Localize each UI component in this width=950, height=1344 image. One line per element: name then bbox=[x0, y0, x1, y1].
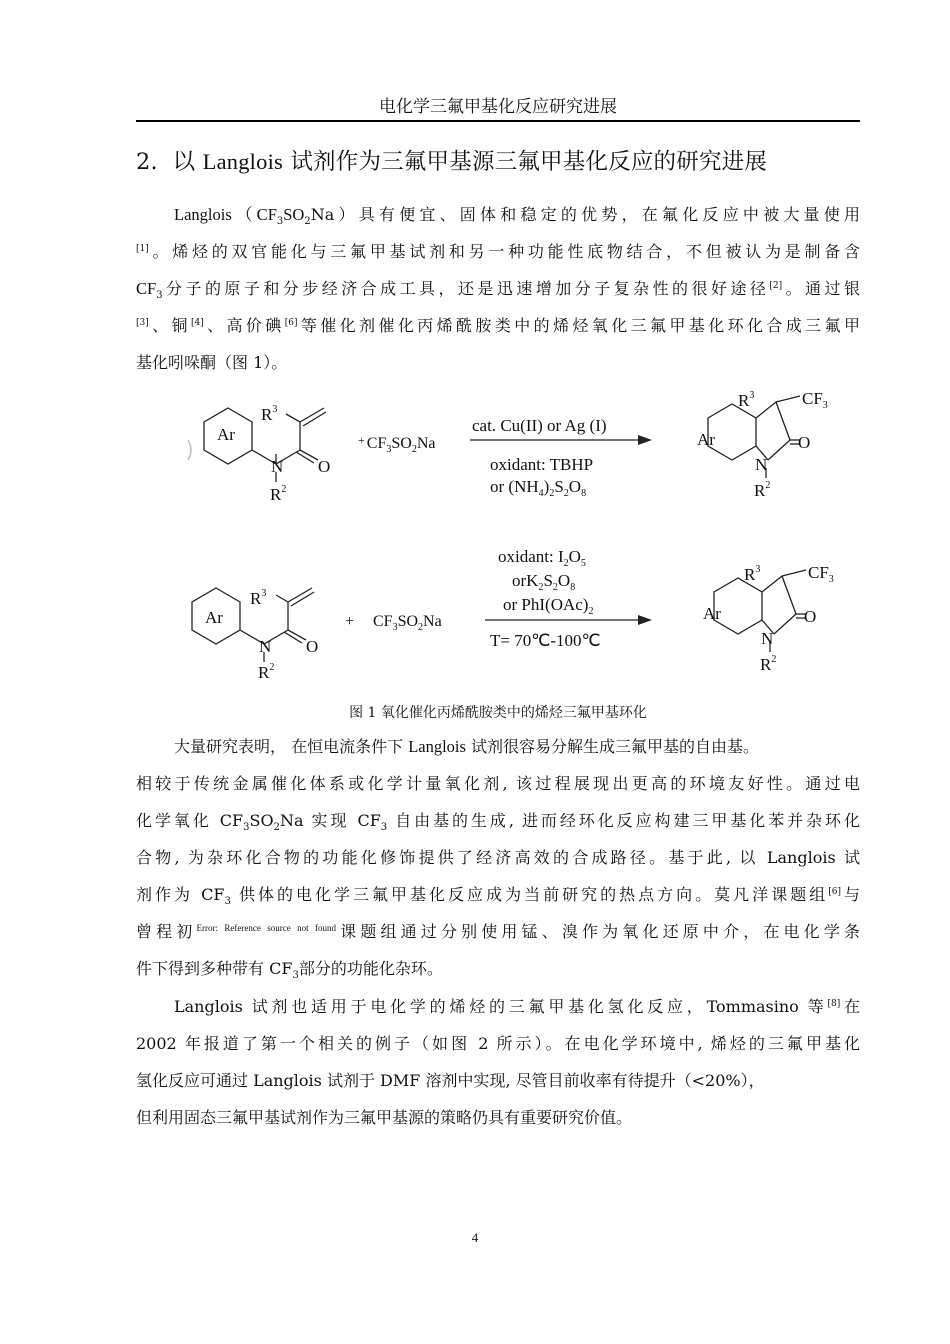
p1-line-2 bbox=[136, 233, 860, 270]
citation: [1] bbox=[136, 244, 149, 254]
p2-text: SO bbox=[249, 811, 274, 830]
p3-line-2: 2002 年报道了第一个相关的例子（如图 2 所示）。在电化学环境中, 烯烃的三氟甲基化 bbox=[136, 1034, 860, 1053]
p1-line-4 bbox=[136, 307, 860, 344]
conditions-2-ox3: or $PhI(OAc)_2$ bbox=[503, 595, 594, 617]
section-title-pre: 以 bbox=[172, 149, 196, 175]
p2-text: 剂作为 CF bbox=[136, 885, 225, 904]
p1-text: 。烯烃的双官能化与三氟甲基试剂和另一种功能性底物结合，不但被认为是制备含 bbox=[148, 242, 860, 261]
p1-line-1: $Langlois(CF_3SO_2Na)$具有便宜、固体和稳定的优势，在氟化反应中被大量使用 bbox=[174, 205, 860, 228]
cf3-label-p2: $CF_3$ bbox=[808, 563, 834, 585]
p3-line-3: 氢化反应可通过 Langlois 试剂于 DMF 溶剂中实现, 尽管目前收率有待提升（<20%）， bbox=[136, 1071, 765, 1090]
citation: [8] bbox=[827, 999, 841, 1009]
r2-text: R bbox=[258, 663, 270, 682]
p2-line-6 bbox=[136, 913, 860, 950]
r3-text: R bbox=[738, 391, 750, 410]
r2-text: R bbox=[754, 481, 766, 500]
ox2-text: orK bbox=[512, 571, 539, 590]
citation-error: Error: Reference source not found bbox=[196, 923, 337, 933]
ar-label-p2: Ar bbox=[703, 604, 721, 623]
citation: [6] bbox=[284, 318, 298, 328]
p2-line-3: 化学氧化 $CF_3SO_2Na$ 实现 $CF_3$ 自由基的生成, 进而经环化反应构建三甲基化苯并杂环化 bbox=[136, 811, 860, 834]
p3-text: 在 bbox=[840, 997, 860, 1016]
p2-text: Langlois bbox=[408, 737, 466, 756]
r3-text: R bbox=[261, 405, 273, 424]
r3-text: R bbox=[250, 589, 262, 608]
reagent-text: CF bbox=[373, 613, 393, 630]
paragraph-2 bbox=[136, 728, 860, 987]
p1-text: Langlois（CF bbox=[174, 205, 277, 224]
p2-text: 与 bbox=[840, 885, 860, 904]
p2-text: Na 实现 CF bbox=[279, 811, 381, 830]
p1-text: 、铜 bbox=[148, 316, 191, 335]
p1-text: 等催化剂催化丙烯酰胺类中的烯烃氧化三氟甲基化环化合成三氟甲 bbox=[297, 316, 860, 335]
r3-label-p1: $R^3$ bbox=[738, 390, 755, 410]
r2-label-2: $R^2$ bbox=[258, 662, 275, 682]
p2-text: 曾程初 bbox=[136, 922, 197, 941]
running-header: 电化学三氟甲基化反应研究进展 bbox=[136, 92, 860, 122]
conditions-1-top: cat. Cu(II) or Ag (I) bbox=[472, 416, 607, 435]
figure-caption: 图 1 氧化催化丙烯酰胺类中的烯烃三氟甲基环化 bbox=[349, 705, 647, 721]
p1-line-5: 基化吲哚酮（图 1）。 bbox=[136, 353, 288, 372]
p1-text: 分子的原子和分步经济合成工具，还是迅速增加分子复杂性的很好途径 bbox=[162, 279, 770, 298]
r2-label-p1: $R^2$ bbox=[754, 480, 771, 500]
conditions-1-oxidant: oxidant: TBHP bbox=[490, 455, 594, 474]
alt-text: or (NH bbox=[490, 477, 539, 496]
p1-text: SO bbox=[283, 205, 305, 224]
reaction-scheme bbox=[0, 380, 950, 700]
r2-label-p2: $R^2$ bbox=[760, 654, 777, 674]
section-title-post: 试剂作为三氟甲基源三氟甲基化反应的研究进展 bbox=[290, 149, 768, 175]
r3-text: R bbox=[744, 565, 756, 584]
r3-label-2: $R^3$ bbox=[250, 588, 267, 608]
cf3-text: CF bbox=[802, 389, 823, 408]
p2-text: 试剂很容易分解生成三氟甲基的自由基。 bbox=[471, 737, 760, 756]
p3-line-4: 但利用固态三氟甲基试剂作为三氟甲基源的策略仍具有重要研究价值。 bbox=[136, 1108, 633, 1127]
o-label-2: O bbox=[306, 637, 319, 656]
p1-text: 、高价碘 bbox=[203, 316, 285, 335]
p1-text: Na）具有便宜、固体和稳定的优势，在氟化反应中被大量使用 bbox=[310, 205, 860, 224]
p2-text: 课题组通过分别使用锰、溴作为氧化还原中介，在电化学条 bbox=[336, 922, 860, 941]
p2-line-2: 相较于传统金属催化体系或化学计量氧化剂, 该过程展现出更高的环境友好性。通过电 bbox=[136, 774, 860, 793]
o-label-p1: O bbox=[798, 433, 811, 452]
arrow-head-2 bbox=[638, 615, 652, 625]
r2-text: R bbox=[760, 655, 772, 674]
citation: [6] bbox=[828, 887, 841, 897]
p2-text: 件下得到多种带有 CF bbox=[136, 959, 293, 978]
ar-label-2: Ar bbox=[205, 608, 223, 627]
plus-sign: + $CF_3SO_2Na$ bbox=[358, 433, 436, 455]
cf3-label-p1: $CF_3$ bbox=[802, 389, 828, 411]
n-label: N bbox=[271, 457, 284, 476]
r2-label: $R^2$ bbox=[270, 484, 287, 504]
section-number: 2. bbox=[136, 149, 158, 175]
reagent-text: CF bbox=[366, 435, 387, 452]
cf3-text: CF bbox=[808, 563, 829, 582]
citation: [4] bbox=[190, 318, 204, 328]
r3-label: $R^3$ bbox=[261, 404, 278, 424]
p2-text: 自由基的生成, 进而经环化反应构建三甲基化苯并杂环化 bbox=[395, 811, 860, 830]
conditions-2-ox2: $orK_2S_2O_8$ bbox=[512, 571, 576, 593]
indoline-ring-2 bbox=[714, 578, 762, 634]
ar-label-p1: Ar bbox=[697, 430, 715, 449]
r3-label-p2: $R^3$ bbox=[744, 564, 761, 584]
r2-text: R bbox=[270, 485, 282, 504]
p1-text: 。通过银 bbox=[782, 279, 860, 298]
ox1-text: oxidant: I bbox=[498, 547, 564, 566]
p3-line-1 bbox=[136, 988, 860, 1025]
ar-label: Ar bbox=[217, 425, 235, 444]
n-label-p1: N bbox=[755, 455, 768, 474]
o-label: O bbox=[318, 457, 331, 476]
n-label-2: N bbox=[259, 637, 272, 656]
arrow-head bbox=[638, 435, 652, 445]
p2-line-1 bbox=[136, 728, 860, 765]
p1-text: CF bbox=[136, 279, 157, 298]
paragraph-3 bbox=[136, 988, 860, 1136]
reagent-2: $CF_3SO_2Na$ bbox=[373, 613, 442, 633]
plus-text: + bbox=[358, 433, 365, 447]
o-label-p2: O bbox=[804, 607, 817, 626]
ox3-text: or PhI(OAc) bbox=[503, 595, 589, 614]
citation: [2] bbox=[769, 281, 783, 291]
paragraph-1 bbox=[136, 196, 860, 381]
p1-line-3: $CF_3$分子的原子和分步经济合成工具，还是迅速增加分子复杂性的很好途径[2]。通过银 bbox=[136, 279, 860, 302]
p2-line-5: 剂作为 $CF_3$ 供体的电化学三氟甲基化反应成为当前研究的热点方向。莫凡洋课题组[6]与 bbox=[136, 885, 860, 908]
p2-text: 大量研究表明， 在恒电流条件下 bbox=[174, 737, 404, 756]
conditions-2-ox1: oxidant: $I_2O_5$ bbox=[498, 547, 586, 569]
p2-line-7: 件下得到多种带有 $CF_3$部分的功能化杂环。 bbox=[136, 959, 443, 982]
p2-text: 供体的电化学三氟甲基化反应成为当前研究的热点方向。莫凡洋课题组 bbox=[238, 885, 829, 904]
conditions-2-temp: T= 70℃-100℃ bbox=[490, 631, 601, 650]
n-label-p2: N bbox=[761, 629, 774, 648]
p2-line-4: 合物, 为杂环化合物的功能化修饰提供了经济高效的合成路径。基于此, 以 Langlois 试 bbox=[136, 848, 860, 867]
page-number: 4 bbox=[471, 1230, 479, 1245]
indoline-ring bbox=[708, 404, 756, 460]
p2-text: 部分的功能化杂环。 bbox=[298, 959, 443, 978]
stray-mark bbox=[188, 440, 191, 460]
section-title-latin: Langlois bbox=[202, 149, 283, 174]
p2-text: 化学氧化 CF bbox=[136, 811, 244, 830]
conditions-1-alt: or $(NH_4)_2S_2O_8$ bbox=[490, 477, 587, 499]
plus-sign-2: + bbox=[345, 613, 355, 630]
p3-text: Langlois 试剂也适用于电化学的烯烃的三氟甲基化氢化反应，Tommasino 等 bbox=[174, 997, 828, 1016]
citation: [3] bbox=[136, 318, 149, 328]
section-heading bbox=[136, 144, 767, 176]
